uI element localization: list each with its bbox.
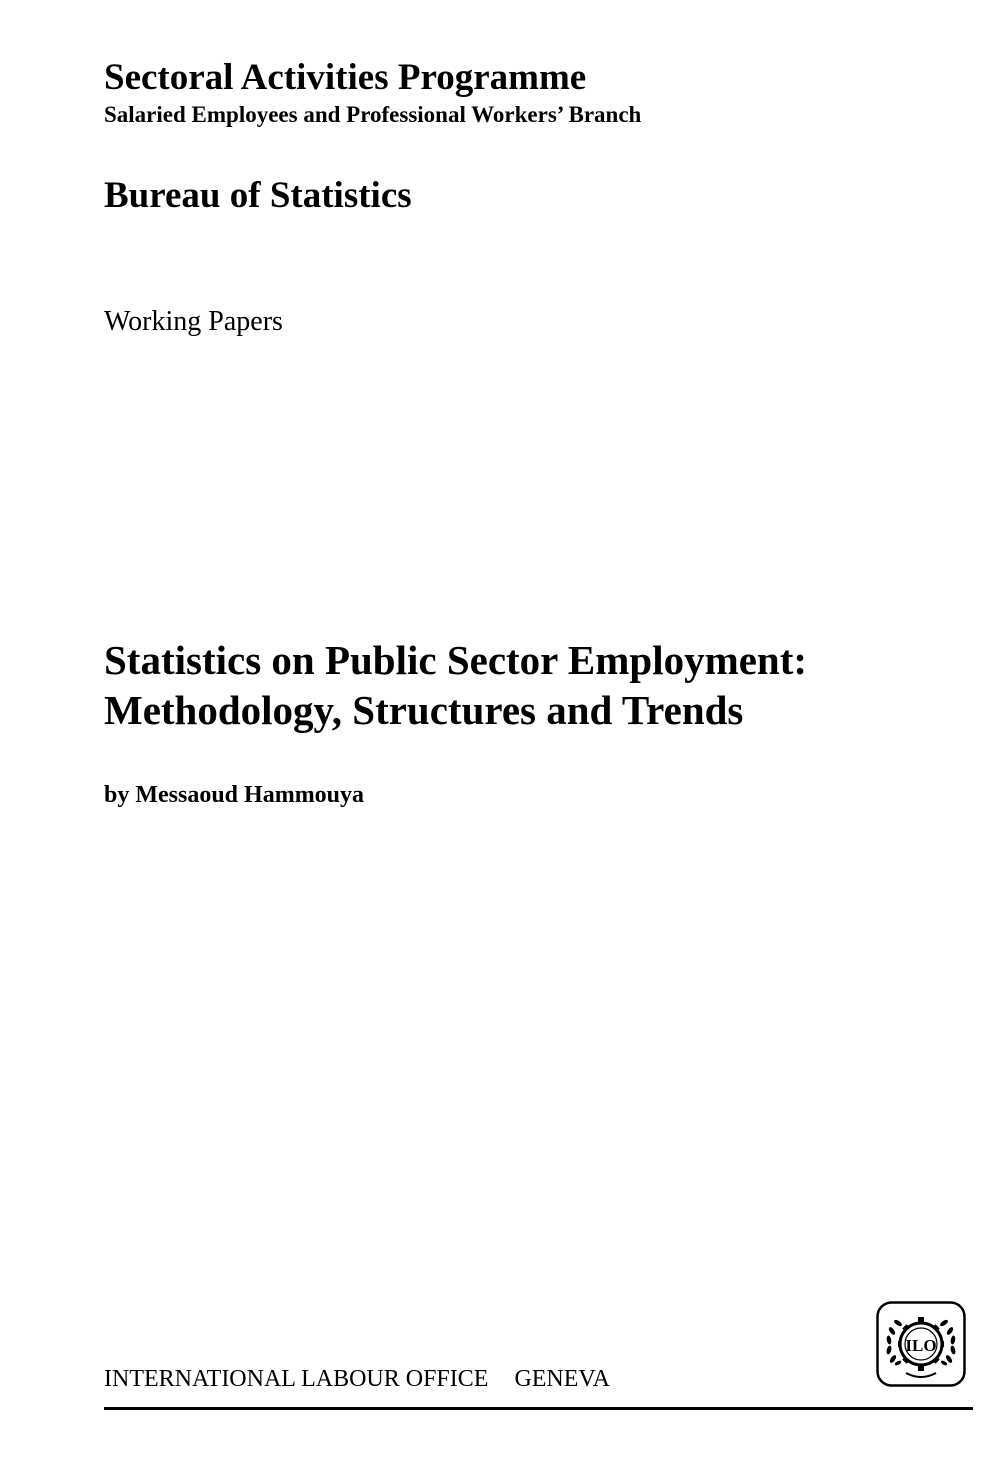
branch-subtitle: Salaried Employees and Professional Workers’ Branch xyxy=(104,102,642,127)
programme-title: Sectoral Activities Programme xyxy=(104,57,587,98)
footer-rule xyxy=(104,1407,973,1410)
publisher-city: GENEVA xyxy=(514,1366,610,1392)
paper-title-line-2: Methodology, Structures and Trends xyxy=(104,687,744,733)
publisher-line xyxy=(104,1364,610,1394)
paper-title-line-1: Statistics on Public Sector Employment: xyxy=(104,637,808,683)
series-label: Working Papers xyxy=(104,306,283,337)
author-byline: by Messaoud Hammouya xyxy=(104,782,365,808)
publisher-name: INTERNATIONAL LABOUR OFFICE xyxy=(104,1366,489,1392)
ilo-logo-text: ILO xyxy=(905,1336,937,1355)
paper-title xyxy=(104,635,807,735)
ilo-emblem-icon xyxy=(876,1301,966,1387)
bureau-title: Bureau of Statistics xyxy=(104,175,412,216)
